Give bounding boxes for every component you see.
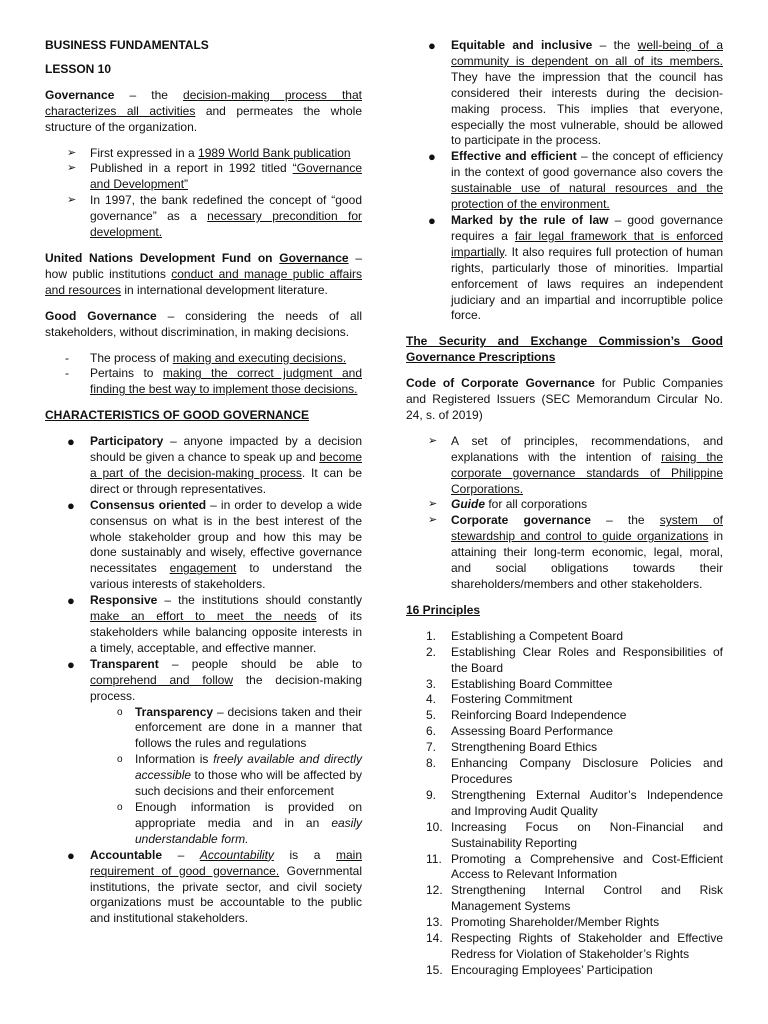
text-span: The process of: [90, 350, 173, 365]
undf-term-underlined: Governance: [279, 250, 349, 265]
text-span: – the institutions should constantly: [157, 593, 362, 608]
principle-text: Reinforcing Board Independence: [451, 708, 627, 723]
list-item: [45, 146, 362, 162]
dot-bullet-icon: ●: [67, 656, 75, 672]
circle-bullet-icon: o: [117, 801, 123, 813]
circle-bullet-icon: o: [117, 706, 123, 718]
underlined-phrase: necessary precondition for development.: [90, 209, 362, 240]
principle-text: Establishing Board Committee: [451, 676, 613, 691]
principle-item: [406, 645, 723, 677]
principle-item: [406, 629, 723, 645]
italic-phrase: easily understandable form.: [135, 815, 362, 846]
principles-heading: [406, 603, 723, 619]
good-governance-term: Good Governance: [45, 308, 157, 323]
undf-term: United Nations Development Fund on: [45, 250, 280, 265]
principle-text: Strengthening External Auditor’s Independence and Improving Audit Quality: [451, 787, 723, 818]
characteristic-term: Marked by the rule of law: [451, 212, 609, 227]
transparent-sublist: [90, 705, 362, 848]
text-span: Pertains to: [90, 366, 163, 381]
principle-item: [406, 756, 723, 788]
principle-number: 6.: [426, 724, 437, 739]
principle-text: Strengthening Board Ethics: [451, 740, 598, 755]
text-span: – anyone impacted by a decision should be given a chance to speak up and: [90, 434, 362, 465]
dot-bullet-icon: ●: [428, 212, 436, 228]
principle-text: Strengthening Internal Control and Risk Management Systems: [451, 883, 723, 914]
principle-number: 15.: [426, 962, 443, 977]
text-span: –: [162, 847, 200, 862]
arrow-bullet-icon: ➢: [428, 498, 438, 511]
principle-number: 10.: [426, 819, 443, 834]
dot-bullet-icon: ●: [67, 847, 75, 863]
list-item: [45, 351, 362, 367]
principle-number: 14.: [426, 931, 443, 946]
right-column: [406, 38, 723, 989]
list-item-transparent: [45, 657, 362, 848]
underlined-phrase: conduct and manage public affairs and resources: [45, 266, 362, 297]
text-span: Information is: [135, 752, 214, 767]
underlined-phrase: making the correct judgment and finding the best way to implement those decisions.: [90, 366, 362, 397]
arrow-bullet-icon: ➢: [428, 514, 438, 527]
underlined-phrase: sustainable use of natural resources and the protection of the environment.: [451, 181, 723, 212]
sub-term: Transparency: [135, 704, 214, 719]
underlined-phrase: decision-making process that characterizes all activities: [45, 87, 362, 118]
list-item-responsive: [45, 593, 362, 657]
text-span: First expressed in a: [90, 145, 199, 160]
lesson-label: LESSON 10: [45, 61, 112, 76]
principle-text: Fostering Commitment: [451, 692, 573, 707]
principle-number: 9.: [426, 787, 437, 802]
list-item-consensus: [45, 498, 362, 593]
dot-bullet-icon: ●: [428, 149, 436, 165]
principle-text: Assessing Board Performance: [451, 724, 614, 739]
italic-term: Guide: [451, 497, 486, 512]
characteristic-term: Transparent: [90, 656, 159, 671]
dot-bullet-icon: ●: [428, 38, 436, 53]
arrow-bullet-icon: ➢: [67, 162, 77, 175]
sec-heading: [406, 334, 723, 366]
arrow-bullet-icon: ➢: [67, 194, 77, 207]
text-span: to understand the various interests of stakeholders.: [90, 561, 362, 592]
principle-number: 4.: [426, 692, 437, 707]
section-heading: 16 Principles: [406, 602, 481, 617]
characteristics-list: [45, 434, 362, 927]
characteristic-term: Participatory: [90, 434, 164, 449]
text-span: for all corporations: [485, 497, 588, 512]
dot-bullet-icon: ●: [67, 497, 75, 513]
list-item: [406, 434, 723, 498]
list-item: [406, 513, 723, 593]
text-span: to those who will be affected by such decisions and their enforcement: [135, 768, 362, 799]
text-span: – the: [114, 87, 184, 102]
code-bullets: [406, 434, 723, 593]
text-span: They have the impression that the council has considered their interests during the decision-making process. This implies that everyone, especially the most vulnerable, should be allowed to participate in the process.: [451, 69, 723, 148]
text-span: – considering the needs of all stakeholders, without discrimination, in making decisions.: [45, 308, 362, 339]
underlined-phrase: making and executing decisions.: [172, 350, 347, 365]
text-span: is a: [273, 847, 336, 862]
sub-list-item: [90, 752, 362, 800]
principle-item: [406, 820, 723, 852]
text-span: of its stakeholders while balancing opposite interests in a timely, acceptable, and effective manner.: [90, 609, 362, 655]
principles-list: [406, 629, 723, 979]
principle-number: 11.: [426, 851, 442, 866]
text-span: – people should be able to: [158, 656, 362, 671]
underlined-phrase: 1989 World Bank publication: [198, 145, 351, 160]
text-span: and permeates the whole structure of the organization.: [45, 103, 362, 134]
text-span: Governmental institutions, the private sector, and civil society organizations must be accountable to the public and institutional stakeholders.: [90, 863, 362, 926]
underlined-phrase: well-being of a community is dependent on all of its members.: [451, 38, 723, 68]
arrow-bullet-icon: ➢: [428, 434, 438, 447]
text-span: In 1997, the bank redefined the concept of “good governance” as a: [90, 193, 362, 224]
principle-text: Respecting Rights of Stakeholder and Effective Redress for Violation of Stakeholder’s Rights: [451, 931, 723, 961]
text-span: – good governance requires a: [451, 212, 723, 243]
principle-text: Increasing Focus on Non-Financial and Sustainability Reporting: [451, 819, 723, 850]
characteristics-list-continued: [406, 38, 723, 324]
good-governance-definition: [45, 309, 362, 341]
principle-item: [406, 931, 723, 963]
characteristic-term: Equitable and inclusive: [451, 38, 593, 52]
dash-bullet-icon: -: [65, 350, 69, 365]
left-column: [45, 38, 362, 937]
principle-item: [406, 692, 723, 708]
text-span: – the concept of efficiency in the context of good governance also covers the: [451, 149, 724, 180]
text-span: in attaining their long-term economic, legal, moral, and social obligations towards their shareholders/members and other stakeholders.: [451, 529, 723, 591]
principle-item: [406, 915, 723, 931]
document-title: BUSINESS FUNDAMENTALS: [45, 38, 209, 52]
underlined-phrase: fair legal framework that is enforced impartially: [451, 228, 723, 259]
text-span: – the: [592, 38, 638, 52]
characteristic-term: Effective and efficient: [451, 149, 577, 164]
italic-phrase: freely available and directly accessible: [135, 752, 362, 783]
principle-number: 2.: [426, 644, 437, 659]
text-span: in international development literature.: [121, 282, 328, 297]
text-span: Published in a report in 1992 titled: [90, 161, 293, 176]
text-span: . It also requires full protection of human rights, particularly those of minorities. Impartial enforcement of laws requires an independent judiciary and an impartial and incorruptible police force.: [451, 244, 723, 323]
underlined-phrase: system of stewardship and control to guide organizations: [451, 513, 723, 544]
principle-item: [406, 740, 723, 756]
principle-text: Establishing Clear Roles and Responsibilities of the Board: [451, 644, 723, 675]
governance-definition: [45, 88, 362, 136]
list-item-accountable: [45, 848, 362, 928]
principle-item: [406, 852, 723, 884]
text-span: – in order to develop a wide consensus on what is in the best interest of the whole stakeholder group and how this may be done sustainably and wisely, effective governance necessitates: [90, 497, 362, 576]
principle-item: [406, 788, 723, 820]
principle-number: 1.: [426, 628, 437, 643]
sub-list-item: [90, 800, 362, 848]
characteristics-heading: [45, 408, 362, 424]
principle-number: 12.: [426, 883, 443, 898]
principle-item: [406, 883, 723, 915]
code-of-corporate-governance: [406, 376, 723, 424]
undf-definition: [45, 251, 362, 299]
text-span: for Public Companies and Registered Issuers (SEC Memorandum Circular No. 24, s. of 2019): [406, 376, 724, 422]
sub-list-item: [90, 705, 362, 753]
text-span: Enough information is provided on appropriate media and in an: [135, 799, 362, 830]
governance-term: Governance: [45, 87, 115, 102]
principle-text: Establishing a Competent Board: [451, 628, 624, 643]
list-item-equitable: [406, 38, 723, 149]
dot-bullet-icon: ●: [67, 593, 75, 609]
characteristic-term: Consensus oriented: [90, 497, 207, 512]
dot-bullet-icon: ●: [67, 434, 75, 450]
principle-item: [406, 677, 723, 693]
list-item: [45, 193, 362, 241]
principle-text: Enhancing Company Disclosure Policies and Procedures: [451, 756, 723, 786]
section-heading: The Security and Exchange Commission’s Good Governance Prescriptions: [406, 334, 723, 365]
list-item-effective: [406, 149, 723, 213]
underlined-phrase: make an effort to meet the needs: [90, 609, 317, 624]
underlined-phrase: “Governance and Development”: [90, 161, 362, 192]
underlined-phrase: engagement: [169, 561, 237, 576]
list-item: [45, 161, 362, 193]
characteristic-term: Responsive: [90, 593, 158, 608]
principle-number: 8.: [426, 756, 437, 771]
italic-underlined-phrase: Accountability: [199, 847, 274, 862]
dash-bullet-icon: -: [65, 366, 69, 381]
good-governance-bullets: [45, 351, 362, 399]
principle-text: Encouraging Employees’ Participation: [451, 962, 653, 977]
list-item: [45, 366, 362, 398]
principle-item: [406, 963, 723, 979]
text-span: – the: [590, 513, 660, 528]
text-span: . It can be direct or through representatives.: [90, 465, 363, 496]
section-heading: CHARACTERISTICS OF GOOD GOVERNANCE: [45, 408, 310, 423]
principle-number: 3.: [426, 676, 437, 691]
principle-item: [406, 724, 723, 740]
underlined-phrase: comprehend and follow: [90, 672, 234, 687]
underlined-phrase: main requirement of good governance.: [90, 847, 363, 878]
text-span: the decision-making process.: [90, 672, 363, 703]
underlined-phrase: raising the corporate governance standards of Philippine Corporations.: [451, 449, 724, 496]
circle-bullet-icon: o: [117, 754, 123, 766]
underlined-phrase: become a part of the decision-making process: [90, 450, 362, 480]
text-span: – how public institutions: [45, 250, 362, 281]
principle-number: 5.: [426, 708, 437, 723]
governance-bullets: [45, 146, 362, 241]
principle-text: Promoting a Comprehensive and Cost-Efficient Access to Relevant Information: [451, 851, 723, 882]
list-item-rule-of-law: [406, 213, 723, 324]
arrow-bullet-icon: ➢: [67, 146, 77, 159]
list-item: [406, 497, 723, 513]
code-term: Code of Corporate Governance: [406, 376, 595, 391]
principle-number: 13.: [426, 915, 443, 930]
list-item-participatory: [45, 434, 362, 498]
text-span: A set of principles, recommendations, and explanations with the intention of: [451, 433, 723, 464]
text-span: – decisions taken and their enforcement are done in a manner that follows the rules and regulations: [135, 704, 362, 751]
principle-item: [406, 708, 723, 724]
characteristic-term: Accountable: [90, 847, 163, 862]
principle-text: Promoting Shareholder/Member Rights: [451, 915, 660, 930]
principle-number: 7.: [426, 740, 437, 755]
corporate-governance-term: Corporate governance: [451, 513, 591, 528]
